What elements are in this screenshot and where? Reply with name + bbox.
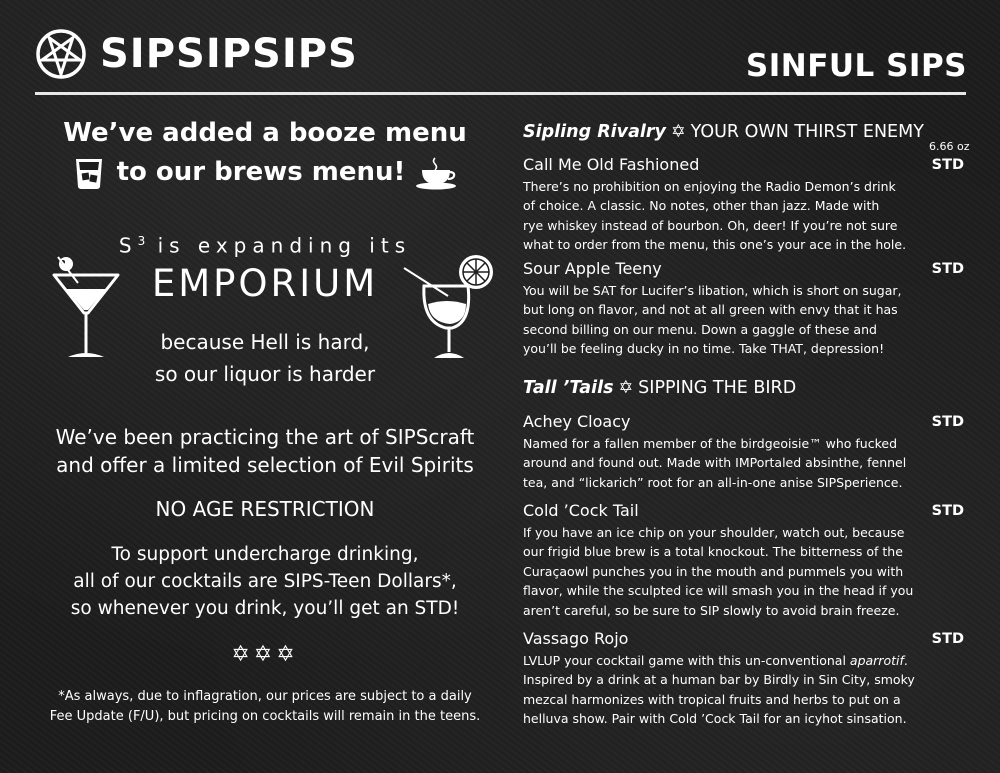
no-age-restriction: NO AGE RESTRICTION	[155, 497, 375, 521]
menu-item-price: STD	[931, 414, 964, 430]
hell-line-1: because Hell is hard,	[160, 330, 370, 354]
description-line	[523, 651, 913, 670]
menu-item-price: STD	[931, 261, 964, 277]
description-line: second billing on our menu. Down a gaggle of these and	[523, 321, 877, 337]
menu-item-name: Cold ’Cock Tail	[523, 501, 639, 520]
description-line: flavor, while the sculpted ice will smash you in the head if you	[523, 583, 914, 599]
description-line: If you have an ice chip on your shoulder, watch out, because	[523, 525, 905, 540]
s3-superscript: 3	[137, 234, 146, 248]
menu-item-description	[523, 523, 913, 620]
menu-item-description	[523, 434, 913, 492]
description-line: Named for a fallen member of the birdgeoisie™ who fucked	[523, 436, 897, 451]
menu-item-name: Vassago Rojo	[523, 629, 629, 648]
description-line: of choice. A classic. No notes, other than jazz. Made with	[523, 198, 880, 214]
s3-rest: is expanding its	[157, 233, 412, 258]
description-line: There’s no prohibition on enjoying the Radio Demon’s drink	[523, 179, 896, 194]
menu-item-price: STD	[931, 157, 964, 173]
support-line-3: so whenever you drink, you’ll get an STD!	[70, 598, 460, 619]
emporium-wordmark: EMPORIUM	[151, 262, 379, 305]
description-line: You will be SAT for Lucifer’s libation, which is short on sugar,	[523, 283, 902, 298]
menu-item-price: STD	[931, 503, 964, 519]
menu-item-description	[523, 281, 913, 359]
description-line: around and found out. Made with IMPortaled absinthe, fennel	[523, 455, 907, 471]
menu-item-name: Sour Apple Teeny	[523, 259, 662, 278]
description-line: you’ll be feeling ducky in no time. Take THAT, depression!	[523, 341, 885, 357]
s3-expanding-line	[110, 226, 420, 261]
brand-name: SIPSIPSIPS	[100, 31, 358, 77]
description-line: our frigid blue brew is a total knockout. The bitterness of the	[523, 544, 903, 560]
section-subtitle: YOUR OWN THIRST ENEMY	[690, 122, 924, 142]
menu-item-description	[523, 177, 913, 255]
headline-line-2-row	[40, 153, 490, 191]
description-line: aren’t careful, so be sure to SIP slowly to avoid brain freeze.	[523, 602, 900, 618]
section-subtitle: SIPPING THE BIRD	[638, 378, 797, 398]
menu-item-name: Achey Cloacy	[523, 412, 631, 431]
footnote-line-1: *As always, due to inflagration, our prices are subject to a daily	[58, 689, 472, 704]
description-line: Curaçaowl punches you in the mouth and pummels you with	[523, 563, 904, 579]
pentagram-icon	[35, 28, 87, 80]
menu-item-name: Call Me Old Fashioned	[523, 155, 700, 174]
menu-item-description	[523, 651, 913, 729]
description-line: but long on flavor, and not at all green with envy that it has	[523, 302, 898, 318]
section-heading-sipling-rivalry	[523, 119, 924, 145]
punctuation: .	[903, 653, 908, 668]
craft-line-1: We’ve been practicing the art of SIPScraft	[55, 425, 475, 449]
description-line: mezcal harmonizes with tropical fruits and herbs to put on a	[523, 691, 901, 707]
description-line: helluva show. Pair with Cold ’Cock Tail for an icyhot sinsation.	[523, 711, 907, 727]
description-line: Inspired by a drink at a human bar by Birdly in Sin City, smoky	[523, 672, 915, 688]
description-line: rye whiskey instead of bourbon. Oh, deer! If you’re not sure	[523, 217, 898, 233]
page-title: SINFUL SIPS	[745, 48, 967, 84]
description-line: tea, and “lickarich” root for an all-in-one anise SIPSperience.	[523, 474, 903, 490]
section-title: Tall ’Tails	[523, 378, 614, 398]
support-line-1: To support undercharge drinking,	[111, 544, 419, 565]
support-line-2: all of our cocktails are SIPS-Teen Dollars*,	[73, 571, 457, 592]
star-divider: ✡✡✡	[231, 642, 299, 667]
italic-word: aparrotif	[849, 653, 904, 668]
section-title: Sipling Rivalry	[523, 122, 666, 142]
star-icon: ✡	[670, 122, 686, 142]
section-heading-tall-tails	[523, 375, 796, 401]
description-line: what to order from the menu, this one’s your ace in the hole.	[523, 237, 907, 253]
whiskey-glass-icon	[71, 155, 107, 191]
menu-item-price: STD	[931, 631, 964, 647]
headline-line-1: We’ve added a booze menu	[63, 118, 467, 148]
star-icon: ✡	[618, 378, 634, 398]
headline-line-2: to our brews menu!	[116, 157, 406, 187]
footnote-line-2: Fee Update (F/U), but pricing on cocktails will remain in the teens.	[49, 709, 481, 724]
coffee-cup-icon	[415, 156, 459, 190]
header-divider	[35, 92, 966, 95]
size-note: 6.66 oz	[929, 140, 970, 153]
craft-line-2: and offer a limited selection of Evil Spirits	[56, 453, 474, 477]
s3-letter: S	[118, 233, 138, 258]
hell-line-2: so our liquor is harder	[154, 362, 376, 386]
description-text: LVLUP your cocktail game with this un-conventional	[523, 653, 850, 668]
